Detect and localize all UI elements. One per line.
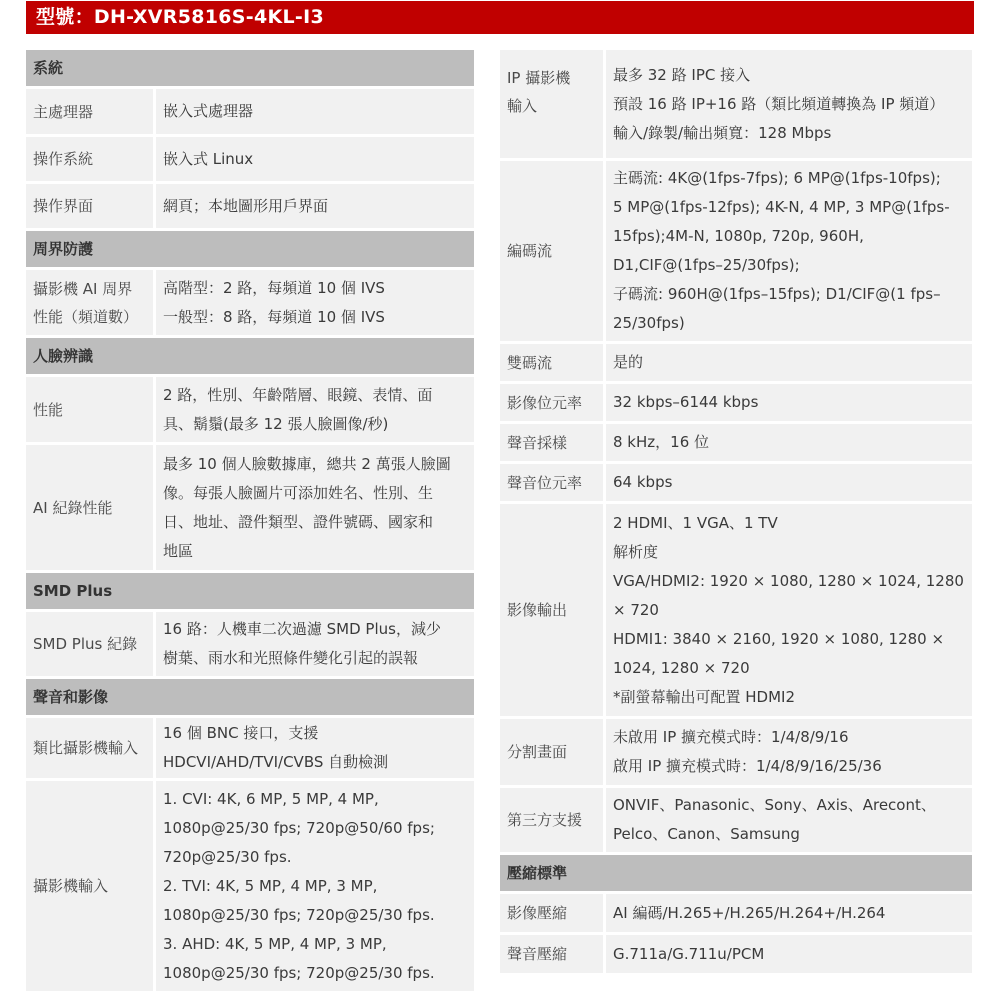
spec-label-line: 分割畫面: [507, 743, 568, 761]
spec-value: [606, 788, 972, 852]
spec-label-line: 影像壓縮: [507, 904, 568, 922]
spec-value-line: 1. CVI: 4K, 6 MP, 5 MP, 4 MP,: [163, 789, 379, 808]
spec-value: [606, 464, 972, 501]
spec-label-line: 攝影機輸入: [33, 877, 109, 895]
spec-label-line: IP 攝影機: [507, 69, 571, 87]
spec-label-line: 操作系統: [33, 150, 94, 168]
spec-label-line: 攝影機 AI 周界: [33, 279, 133, 298]
spec-label: [26, 137, 153, 181]
spec-value-line: 3. AHD: 4K, 5 MP, 4 MP, 3 MP,: [163, 934, 387, 953]
spec-label: [500, 424, 603, 461]
spec-value-line: 最多 10 個人臉數據庫，總共 2 萬張人臉圖: [163, 454, 451, 473]
spec-row: [500, 935, 972, 973]
model-title-bar: [26, 1, 974, 34]
spec-value-line: 嵌入式處理器: [163, 102, 254, 120]
spec-value-line: 15fps);4M-N, 1080p, 720p, 960H,: [613, 227, 864, 245]
spec-value-line: 像。每張人臉圖片可添加姓名、性別、生: [163, 483, 434, 502]
spec-label-line: 性能（頻道數）: [33, 307, 139, 326]
spec-row: [26, 718, 474, 778]
spec-value-line: Pelco、Canon、Samsung: [613, 825, 800, 843]
spec-row: [500, 344, 972, 381]
spec-value-line: 8 kHz，16 位: [613, 433, 710, 451]
spec-table-left: [26, 50, 474, 994]
spec-label: [26, 445, 153, 570]
spec-value: [606, 935, 972, 973]
spec-value-line: 64 kbps: [613, 473, 673, 491]
spec-value-line: 2 路，性別、年齡階層、眼鏡、表情、面: [163, 385, 433, 404]
spec-label: [500, 384, 603, 421]
section-header: 系統: [26, 50, 474, 86]
spec-label: [500, 935, 603, 973]
spec-row: [26, 612, 474, 676]
model-title: 型號：DH-XVR5816S-4KL-I3: [36, 6, 324, 28]
spec-label-line: SMD Plus 紀錄: [33, 635, 138, 653]
spec-label: [26, 377, 153, 442]
spec-row: [500, 464, 972, 501]
spec-row: [500, 504, 972, 716]
spec-label: [500, 344, 603, 381]
spec-value: [606, 384, 972, 421]
spec-value-line: 25/30fps): [613, 314, 685, 332]
section-header: SMD Plus: [26, 573, 474, 609]
spec-label: [26, 270, 153, 335]
spec-label-line: 主處理器: [33, 102, 94, 121]
spec-value-line: HDMI1: 3840 × 2160, 1920 × 1080, 1280 ×: [613, 629, 945, 648]
spec-value: [606, 161, 972, 341]
spec-label-line: 聲音採樣: [507, 433, 568, 452]
spec-value-line: 高階型：2 路，每頻道 10 個 IVS: [163, 278, 385, 297]
spec-value-line: ONVIF、Panasonic、Sony、Axis、Arecont、: [613, 796, 936, 814]
spec-label-line: 輸入: [507, 97, 538, 115]
spec-value: [606, 344, 972, 381]
spec-value-line: AI 編碼/H.265+/H.265/H.264+/H.264: [613, 903, 886, 922]
spec-label: [26, 89, 153, 134]
spec-row: [26, 781, 474, 991]
spec-value-line: 16 個 BNC 接口，支援: [163, 724, 319, 742]
spec-label: [500, 161, 603, 341]
spec-label-line: 類比攝影機輸入: [33, 739, 139, 757]
spec-label-line: 影像輸出: [507, 601, 568, 619]
spec-value-line: 1080p@25/30 fps; 720p@25/30 fps.: [163, 963, 435, 982]
spec-value-line: 32 kbps–6144 kbps: [613, 393, 759, 411]
spec-row: [500, 50, 972, 158]
spec-label: [500, 504, 603, 716]
spec-value-line: 地區: [163, 541, 194, 560]
spec-value: [606, 894, 972, 932]
spec-label-line: 操作界面: [33, 197, 94, 215]
spec-row: [500, 424, 972, 461]
spec-label: [500, 894, 603, 932]
spec-value: [156, 445, 474, 570]
spec-value-line: 1080p@25/30 fps; 720p@25/30 fps.: [163, 905, 435, 924]
spec-value: [156, 781, 474, 991]
spec-value-line: VGA/HDMI2: 1920 × 1080, 1280 × 1024, 1280: [613, 571, 964, 590]
spec-label-line: 編碼流: [507, 242, 553, 260]
spec-value-line: 720p@25/30 fps.: [163, 847, 292, 866]
spec-label-line: AI 紀錄性能: [33, 498, 113, 517]
spec-row: [26, 445, 474, 570]
spec-label: [26, 718, 153, 778]
spec-row: [26, 89, 474, 134]
spec-row: [26, 137, 474, 181]
section-header: 壓縮標準: [500, 855, 972, 891]
spec-value-line: 預設 16 路 IP+16 路（類比頻道轉換為 IP 頻道）: [613, 94, 945, 113]
spec-value-line: *副螢幕輸出可配置 HDMI2: [613, 687, 796, 706]
spec-value: [606, 50, 972, 158]
spec-value-line: 5 MP@(1fps-12fps); 4K-N, 4 MP, 3 MP@(1fps-: [613, 198, 950, 216]
spec-label-line: 聲音壓縮: [507, 945, 568, 963]
spec-value-line: 解析度: [613, 542, 659, 561]
spec-value-line: × 720: [613, 600, 659, 619]
spec-value-line: 網頁；本地圖形用戶界面: [163, 196, 329, 215]
spec-label: [500, 464, 603, 501]
spec-label-line: 聲音位元率: [507, 473, 583, 492]
spec-value-line: D1,CIF@(1fps–25/30fps);: [613, 256, 800, 274]
spec-label: [500, 788, 603, 852]
spec-value: [156, 377, 474, 442]
spec-value: [606, 719, 972, 785]
spec-row: [26, 184, 474, 228]
spec-value-line: 最多 32 路 IPC 接入: [613, 65, 751, 84]
spec-value-line: 具、鬍鬚(最多 12 張人臉圖像/秒): [163, 414, 389, 433]
spec-value-line: 未啟用 IP 擴充模式時：1/4/8/9/16: [613, 728, 849, 746]
spec-value-line: 樹葉、雨水和光照條件變化引起的誤報: [163, 649, 419, 667]
spec-value-line: 16 路：人機車二次過濾 SMD Plus，減少: [163, 620, 441, 638]
spec-value: [156, 89, 474, 134]
spec-label: [26, 612, 153, 676]
spec-row: [500, 384, 972, 421]
spec-table-right: [500, 50, 972, 976]
spec-value-line: 日、地址、證件類型、證件號碼、國家和: [163, 512, 434, 531]
spec-value-line: 1024, 1280 × 720: [613, 658, 750, 677]
spec-value-line: 嵌入式 Linux: [163, 149, 254, 168]
spec-value-line: 輸入/錄製/輸出頻寬：128 Mbps: [613, 123, 832, 142]
spec-label-line: 雙碼流: [507, 353, 553, 372]
spec-value: [156, 184, 474, 228]
spec-value: [156, 137, 474, 181]
spec-value-line: 2 HDMI、1 VGA、1 TV: [613, 513, 778, 532]
spec-value: [606, 504, 972, 716]
spec-label: [500, 50, 603, 158]
spec-row: [26, 377, 474, 442]
spec-label-line: 性能: [33, 400, 64, 419]
spec-label: [500, 719, 603, 785]
spec-row: [500, 788, 972, 852]
spec-value-line: 1080p@25/30 fps; 720p@50/60 fps;: [163, 818, 435, 837]
spec-row: [500, 894, 972, 932]
spec-value-line: 主碼流: 4K@(1fps-7fps); 6 MP@(1fps-10fps);: [613, 169, 941, 187]
spec-label: [26, 781, 153, 991]
section-header: 人臉辨識: [26, 338, 474, 374]
spec-value: [156, 270, 474, 335]
section-header: 周界防護: [26, 231, 474, 267]
spec-value-line: 2. TVI: 4K, 5 MP, 4 MP, 3 MP,: [163, 876, 378, 895]
spec-value: [606, 424, 972, 461]
spec-value-line: 是的: [613, 353, 644, 371]
spec-label-line: 影像位元率: [507, 393, 583, 412]
spec-row: [500, 161, 972, 341]
spec-value: [156, 612, 474, 676]
spec-row: [26, 270, 474, 335]
spec-value: [156, 718, 474, 778]
spec-value-line: 一般型：8 路，每頻道 10 個 IVS: [163, 307, 385, 326]
spec-value-line: 子碼流: 960H@(1fps–15fps); D1/CIF@(1 fps–: [613, 285, 941, 303]
spec-value-line: 啟用 IP 擴充模式時：1/4/8/9/16/25/36: [613, 757, 882, 775]
spec-label-line: 第三方支援: [507, 811, 583, 829]
spec-row: [500, 719, 972, 785]
spec-label: [26, 184, 153, 228]
spec-value-line: HDCVI/AHD/TVI/CVBS 自動檢測: [163, 753, 389, 771]
section-header: 聲音和影像: [26, 679, 474, 715]
spec-value-line: G.711a/G.711u/PCM: [613, 944, 765, 963]
